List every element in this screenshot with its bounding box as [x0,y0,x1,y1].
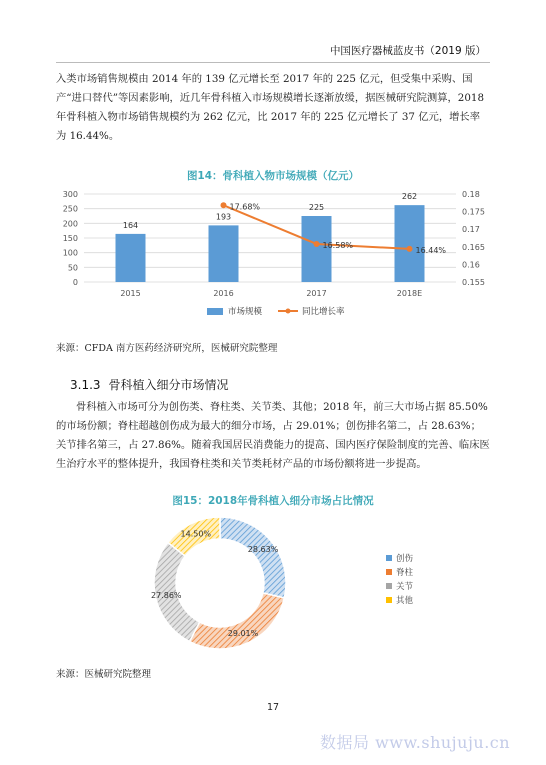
watermark: 数据局 www.shujuju.cn [320,733,511,752]
x-axis-tick-label: 2015 [120,289,141,298]
slice-data-label: 14.50% [180,529,212,539]
figure-14-source: 来源：CFDA 南方医药经济研究所，医械研究院整理 [56,343,278,354]
section-number: 3.1.3 [70,378,101,392]
bar [395,205,425,282]
line-point [407,246,413,252]
donut-slice [220,517,286,598]
x-axis-tick-label: 2016 [213,289,234,298]
legend-bar-swatch [207,308,223,315]
slice-data-label: 29.01% [227,628,259,638]
bar-data-label: 164 [122,220,139,230]
left-axis-tick-label: 250 [62,204,78,214]
figure-15-source: 来源：医械研究院整理 [56,669,152,680]
figure-14-chart [0,182,546,332]
line-point [314,241,320,247]
page-number: 17 [266,702,280,713]
bar [209,225,239,282]
slice-data-label: 27.86% [151,590,182,600]
right-axis-tick-label: 0.155 [462,278,485,287]
section-heading [70,376,229,393]
legend-swatch [386,555,392,561]
figure-15-chart [0,505,546,665]
bar-data-label: 262 [401,192,418,202]
left-axis-tick-label: 150 [62,234,78,243]
bar-data-label: 225 [308,203,325,212]
legend-label: 脊柱 [396,568,414,578]
left-axis-tick-label: 50 [67,263,78,273]
x-axis-tick-label: 2017 [306,289,327,298]
legend-bar-label: 市场规模 [228,307,263,317]
x-axis-tick-label: 2018E [396,289,423,298]
right-axis-tick-label: 0.175 [462,207,485,217]
body-paragraph-1: 入类市场销售规模由 2014 年的 139 亿元增长至 2017 年的 225 亿元，但受集中采购、国产“进口替代”等因素影响，近几年骨科植入市场规模增长逐渐放缓，据医械研究院测算，2018 年骨科植入物市场销售规模约为 262 亿元，比 2017 年的 225 亿元增长了 37 亿元，增长率为 16.44%。 [56,73,485,142]
bar-data-label: 193 [215,212,232,222]
legend-label: 其他 [396,596,414,606]
figure-15-title: 图15：2018年骨科植入细分市场占比情况 [172,495,374,507]
left-axis-tick-label: 300 [62,190,78,199]
right-axis-tick-label: 0.165 [462,242,485,252]
line-data-label: 16.58% [322,240,354,250]
legend-swatch [386,583,392,589]
line-data-label: 17.68% [229,202,261,212]
header-divider [56,62,490,63]
body-paragraph-2: 骨科植入市场可分为创伤类、脊柱类、关节类、其他；2018 年，前三大市场占据 85.50% 的市场份额；脊柱超越创伤成为最大的细分市场，占 29.01%；创伤排名第二，占 28.63%；关节排名第三，占 27.86%。随着我国居民消费能力的提高、国内医疗保险制度的完善、临床医生治疗水平的整体提升，我国脊柱类和关节类耗材产品的市场份额将进一步提高。 [56,401,490,470]
section-title: 骨科植入细分市场情况 [108,378,229,392]
donut-slice [190,593,285,649]
right-axis-tick-label: 0.18 [462,190,480,199]
line-point [221,202,227,208]
legend-swatch [386,597,392,603]
right-axis-tick-label: 0.17 [462,225,480,235]
bar [116,234,146,282]
right-axis-tick-label: 0.16 [462,260,480,270]
left-axis-tick-label: 100 [62,248,78,258]
legend-line-marker [286,309,291,314]
figure-14-title: 图14：骨科植入物市场规模（亿元） [186,170,360,182]
legend-swatch [386,569,392,575]
left-axis-tick-label: 0 [72,278,78,287]
legend-line-label: 同比增长率 [302,307,345,317]
running-header: 中国医疗器械蓝皮书（2019 版） [329,45,486,57]
legend-label: 创伤 [396,554,414,564]
line-data-label: 16.44% [415,245,447,255]
left-axis-tick-label: 200 [62,219,78,229]
legend-label: 关节 [396,582,414,592]
slice-data-label: 28.63% [247,544,279,554]
